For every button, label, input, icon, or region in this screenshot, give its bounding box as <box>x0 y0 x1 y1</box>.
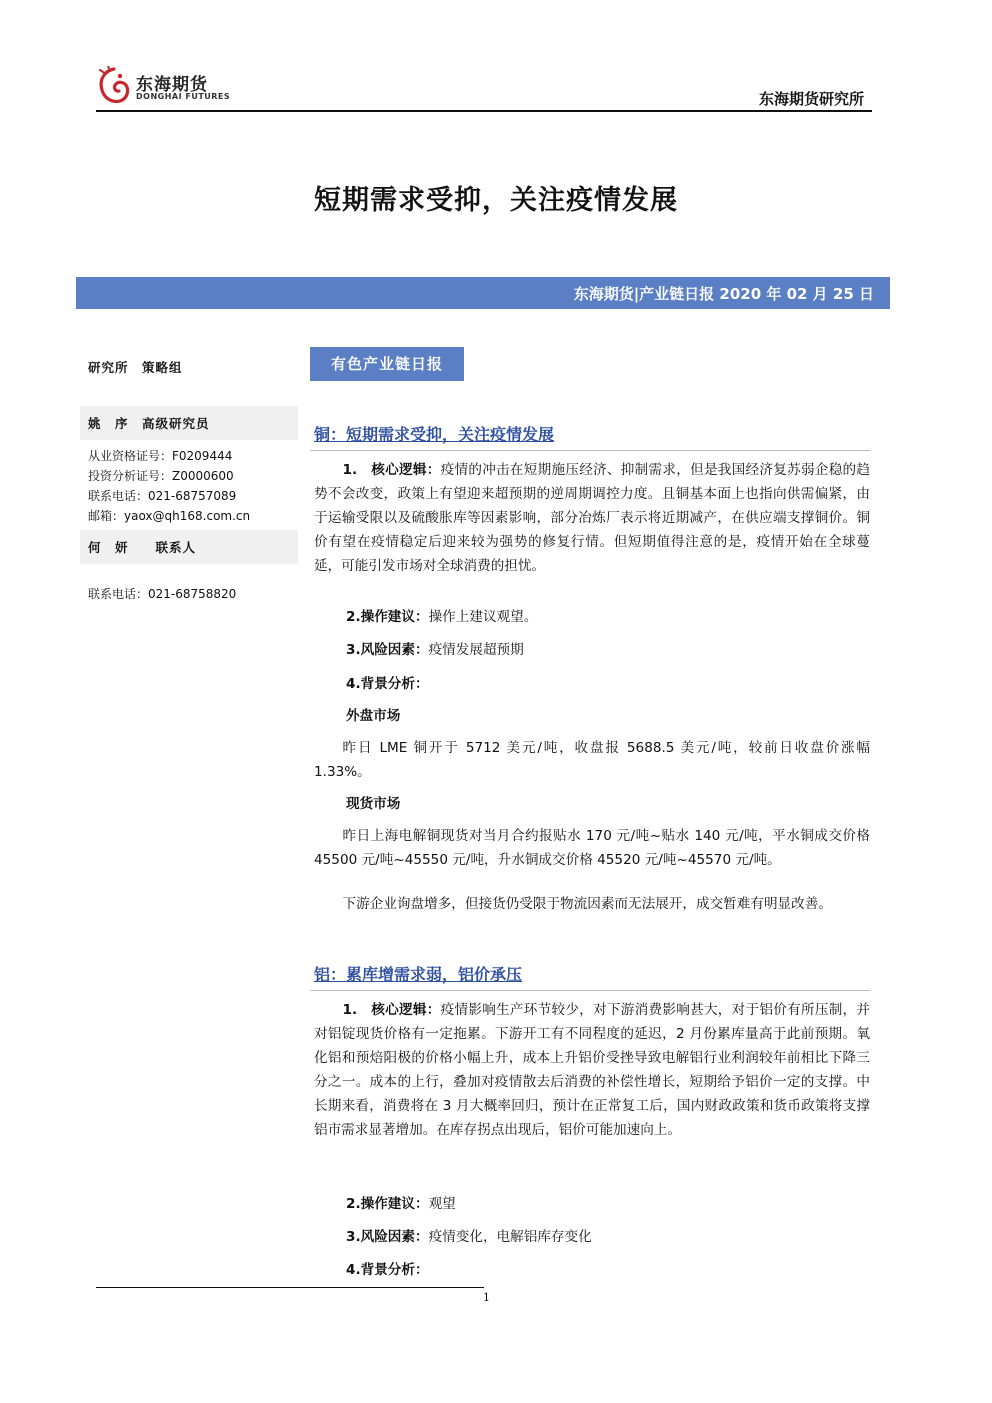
aluminum-core-logic <box>314 998 870 1142</box>
author1-analyst-id: 投资分析证号：Z0000600 <box>88 469 234 483</box>
aluminum-risk-text: 疫情变化，电解铝库存变化 <box>428 1229 592 1245</box>
report-title: 短期需求受抑，关注疫情发展 <box>314 185 678 216</box>
logo-chinese-name: 东海期货 <box>136 75 208 95</box>
logo-english-name: DONGHAI FUTURES <box>136 92 231 101</box>
copper-background-label: 4.背景分析： <box>346 676 429 692</box>
aluminum-operation <box>346 1192 456 1212</box>
copper-risk-label: 3.风险因素： <box>346 642 429 658</box>
copper-spot-text-1: 昨日上海电解铜现货对当月合约报贴水 170 元/吨~贴水 140 元/吨，平水铜成交价格 45500 元/吨~45550 元/吨，升水铜成交价格 45520 元/吨~45570 元/吨。 <box>314 828 870 868</box>
copper-overseas-text: 昨日 LME 铜开于 5712 美元/吨，收盘报 5688.5 美元/吨，较前日收盘价涨幅 1.33%。 <box>314 740 870 780</box>
aluminum-risk-label: 3.风险因素： <box>346 1229 429 1245</box>
sidebar-spacer <box>80 564 298 584</box>
author1-phone: 联系电话：021-68757089 <box>88 489 237 503</box>
page-number: 1 <box>483 1291 490 1304</box>
dragon-logo-icon <box>96 66 132 106</box>
copper-logic-text: 疫情的冲击在短期施压经济、抑制需求，但是我国经济复苏弱企稳的趋势不会改变，政策上有望迎来超预期的逆周期调控力度。且铜基本面上也指向供需偏紧，由于运输受限以及硫酸胀库等因素影响，部分冶炼厂表示将近期减产，在供应端支撑铜价。铜价有望在疫情稳定后迎来较为强势的修复行情。但短期值得注意的是，疫情开始在全球蔓延，可能引发市场对全球消费的担忧。 <box>314 462 871 574</box>
copper-logic-label: 1. 核心逻辑： <box>342 462 441 478</box>
copper-overseas-label: 外盘市场 <box>346 708 401 724</box>
author1-email[interactable]: 邮箱：yaox@qh168.com.cn <box>88 509 251 523</box>
section-tag: 有色产业链日报 <box>310 347 464 381</box>
copper-core-logic <box>314 458 870 578</box>
company-logo <box>96 64 236 108</box>
report-banner <box>76 277 890 309</box>
aluminum-heading[interactable]: 铝：累库增需求弱，铝价承压 <box>314 965 523 984</box>
copper-op-label: 2.操作建议： <box>346 609 429 625</box>
copper-spot-label: 现货市场 <box>346 796 401 812</box>
sidebar-dept: 研究所 策略组 <box>88 360 183 375</box>
copper-spot-text-2: 下游企业询盘增多，但接货仍受限于物流因素而无法展开，成交暂难有明显改善。 <box>342 896 832 912</box>
footer-divider <box>96 1287 484 1288</box>
copper-heading-divider <box>310 450 870 451</box>
aluminum-background-label: 4.背景分析： <box>346 1262 429 1278</box>
copper-op-text: 操作上建议观望。 <box>428 609 538 625</box>
aluminum-risk <box>346 1225 592 1245</box>
sidebar-spacer <box>80 384 298 406</box>
header-divider <box>96 110 872 112</box>
aluminum-logic-label: 1. 核心逻辑： <box>342 1002 441 1018</box>
header-institution: 东海期货研究所 <box>758 90 864 108</box>
aluminum-heading-divider <box>310 990 870 991</box>
author-sidebar <box>80 350 298 604</box>
aluminum-op-label: 2.操作建议： <box>346 1196 429 1212</box>
author1-name: 姚 序 高级研究员 <box>80 406 298 440</box>
author1-qualification: 从业资格证号：F0209444 <box>88 449 233 463</box>
aluminum-op-text: 观望 <box>428 1196 456 1212</box>
author2-name: 何 妍 联系人 <box>80 530 298 564</box>
banner-text: 东海期货|产业链日报 2020 年 02 月 25 日 <box>573 285 874 303</box>
copper-operation <box>346 605 537 625</box>
copper-risk <box>346 638 524 658</box>
copper-heading[interactable]: 铜：短期需求受抑，关注疫情发展 <box>314 425 555 444</box>
aluminum-logic-text: 疫情影响生产环节较少，对下游消费影响甚大，对于铝价有所压制，并对铝锭现货价格有一定拖累。下游开工有不同程度的延迟，2 月份累库量高于此前预期。氧化铝和预焙阳极的价格小幅上升，成本上升铝价受挫导致电解铝行业利润较年前相比下降三分之一。成本的上行，叠加对疫情散去后消费的补偿性增长，短期给予铝价一定的支撑。中长期来看，消费将在 3 月大概率回归，预计在正常复工后，国内财政政策和货币政策将支撑铝市需求显著增加。在库存拐点出现后，铝价可能加速向上。 <box>314 1002 871 1138</box>
copper-risk-text: 疫情发展超预期 <box>428 642 524 658</box>
author2-phone: 联系电话：021-68758820 <box>88 587 237 601</box>
